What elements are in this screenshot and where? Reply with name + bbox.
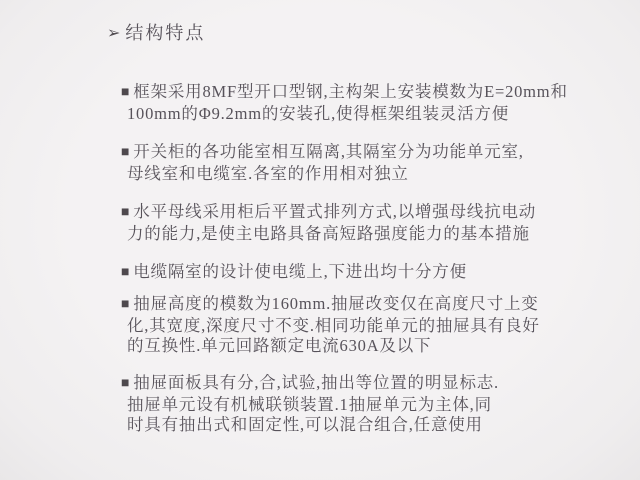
arrow-bullet-icon: ➢: [107, 25, 123, 42]
bullet-item-compartments: [121, 142, 524, 184]
bullet-line-text: 抽屉单元设有机械联锁装置.1抽屉单元为主体,同: [127, 395, 492, 414]
bullet-line-text: 水平母线采用柜后平置式排列方式,以增强母线抗电动: [133, 202, 537, 221]
bullet-line-text: 100mm的Φ9.2mm的安装孔,使得框架组装灵活方便: [127, 104, 509, 123]
page-title-text: 结构特点: [125, 23, 206, 43]
page-title: [107, 19, 205, 45]
bullet-item-busbar: [121, 202, 536, 244]
bullet-item-drawer-panel: [121, 373, 499, 435]
bullet-line: [121, 294, 540, 316]
square-bullet-icon: ■: [121, 297, 131, 312]
bullet-line-text: 框架采用8MF型开口型钢,主构架上安装模数为E=20mm和: [133, 82, 568, 101]
bullet-line-text: 时具有抽出式和固定性,可以混合组合,任意使用: [127, 415, 483, 434]
square-bullet-icon: ■: [121, 205, 131, 220]
bullet-line-text: 的互换性.单元回路额定电流630A及以下: [127, 336, 432, 355]
bullet-line-text: 化,其宽度,深度尺寸不变.相同功能单元的抽屉具有良好: [127, 316, 540, 335]
bullet-line-text: 母线室和电缆室.各室的作用相对独立: [127, 164, 409, 183]
square-bullet-icon: ■: [121, 265, 131, 280]
bullet-line: [121, 373, 499, 395]
bullet-line-text: 抽屉面板具有分,合,试验,抽出等位置的明显标志.: [133, 373, 499, 392]
bullet-line: [121, 202, 536, 224]
bullet-line-text: 抽屉高度的模数为160mm.抽屉改变仅在高度尺寸上变: [133, 294, 539, 313]
square-bullet-icon: ■: [121, 85, 131, 100]
bullet-item-frame: [121, 82, 568, 124]
bullet-line: [121, 142, 524, 164]
square-bullet-icon: ■: [121, 376, 131, 391]
bullet-line-text: 开关柜的各功能室相互隔离,其隔室分为功能单元室,: [133, 142, 524, 161]
bullet-line: [121, 262, 467, 284]
bullet-item-cable: [121, 262, 467, 284]
bullet-item-drawer-height: [121, 294, 540, 356]
bullet-line: [121, 82, 568, 104]
bullet-line-text: 电缆隔室的设计使电缆上,下进出均十分方便: [133, 262, 467, 281]
square-bullet-icon: ■: [121, 145, 131, 160]
bullet-line-text: 力的能力,是使主电路具备高短路强度能力的基本措施: [127, 224, 530, 243]
